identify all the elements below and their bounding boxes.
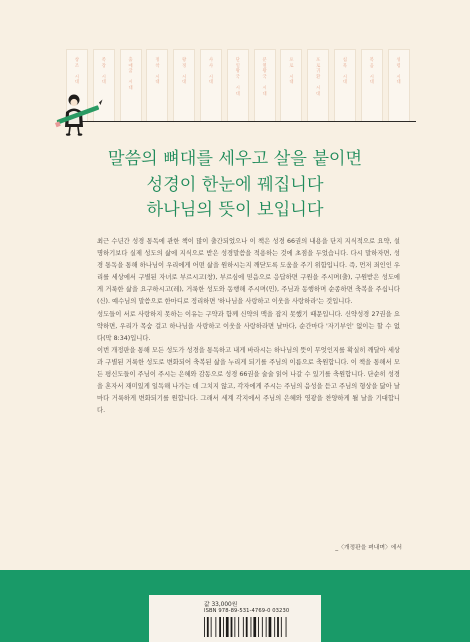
- barcode: [204, 617, 304, 637]
- book-spine-label: 창 조 시 대: [74, 58, 80, 86]
- isbn-label: ISBN 978-89-531-4769-0 03230: [204, 608, 290, 614]
- book-spine-label: 포 로 시 대: [289, 58, 294, 86]
- book-spine: [280, 49, 302, 121]
- book-spine-label: 족 장 시 대: [101, 58, 106, 86]
- book-spine-label: 단 일 왕 국 시 대: [235, 58, 240, 97]
- book-spine-label: 출 애 굽 시 대: [128, 58, 133, 91]
- headline-line-2: 성경이 한눈에 꿰집니다: [146, 174, 324, 195]
- body-paragraph-2: 성도들이 서로 사랑하지 못하는 이유는 구약과 함께 신약의 맥을 잡지 못했기 때문입니다. 신약성경 27권을 요약하면, 우리가 목숨 걸고 하나님을 사랑하고 이웃을 사랑하라면 날마다, 순간마다 '자기부인' 없이는 할 수 없다(막 8:34)입니다.: [97, 310, 400, 342]
- book-spine-label: 성 령 시 대: [396, 58, 401, 86]
- book-spine-label: 정 착 시 대: [155, 58, 160, 86]
- headline: [0, 147, 470, 224]
- book-spine: [307, 49, 329, 121]
- shelf-line: [60, 121, 416, 122]
- headline-line-1: 말씀의 뼈대를 세우고 살을 붙이면: [107, 149, 363, 169]
- bookshelf: [66, 49, 410, 121]
- book-spine: [388, 49, 410, 121]
- book-spine-label: 포 로 귀 환 시 대: [316, 58, 321, 97]
- body-paragraph-1: 최근 수년간 성경 통독에 관한 책이 많이 출간되었으나 이 책은 성경 66권의 내용을 단지 지식적으로 요약, 설명하기보다 실제 성도의 삶에 지식으로 받은 성경말씀을 적용하는 것에 초점을 두었습니다. 다시 말하자면, 성경 통독을 통해 하나님이 우리에게 어떤 삶을 원하시는지 깨닫도록 도움을 주기 위함입니다. 즉, 먼저 죄인인 우리를 세상에서 구별된 자녀로 부르시고(창), 부르심에 믿음으로 응답하면 구원을 주시며(출), 구원받은 성도에게 거룩한 삶을 요구하시고(레), 거룩한 성도와 동행해 주시며(민), 주님과 동행하며 순종하면 축복을 주십니다(신). 예수님의 말씀으로 한마디로 정리하면 '하나님을 사랑하고 이웃을 사랑하라'는 것입니다.: [97, 238, 400, 306]
- book-spine: [120, 49, 142, 121]
- book-spine: [200, 49, 222, 121]
- book-spine: [227, 49, 249, 121]
- book-spine: [146, 49, 168, 121]
- person-with-pencil-illustration: [54, 90, 104, 136]
- book-spine: [173, 49, 195, 121]
- source-citation: _〈개정판을 펴내며〉에서: [335, 545, 402, 551]
- book-spine-label: 분 열 왕 국 시 대: [262, 58, 267, 97]
- book-spine-label: 왕 정 시 대: [182, 58, 187, 86]
- body-paragraph-3: 이번 개정판을 통해 모든 성도가 성경을 통독하고 내게 바라시는 하나님의 뜻이 무엇인지를 확실히 깨달아 세상과 구별된 거룩한 성도로 변화되어 축복된 삶을 누리게 되기를 주님의 이름으로 축원합니다. 이 책을 통해서 모든 평신도들이 주님이 주시는 은혜와 감동으로 성경 66권을 술술 읽어 나갈 수 있기를 축원합니다. 단순히 성경을 혼자서 재미있게 일독해 나가는 데 그치지 않고, 각자에게 주시는 주님의 음성을 듣고 주님의 형상을 닮아 날마다 거룩하게 변화되기를 원합니다. 그래서 세계 각지에서 주님의 은혜와 영광을 찬양하게 될 날을 기대합니다.: [97, 346, 400, 415]
- book-spine-label: 복 음 시 대: [369, 58, 374, 86]
- book-spine: [254, 49, 276, 121]
- body-text: [97, 236, 400, 417]
- book-spine-label: 침 묵 시 대: [342, 58, 348, 86]
- book-spine: [361, 49, 383, 121]
- book-spine-label: 사 사 시 대: [208, 58, 214, 86]
- price-label: 값 33,000원: [204, 602, 238, 608]
- book-spine: [334, 49, 356, 121]
- headline-line-3: 하나님의 뜻이 보입니다: [146, 200, 324, 220]
